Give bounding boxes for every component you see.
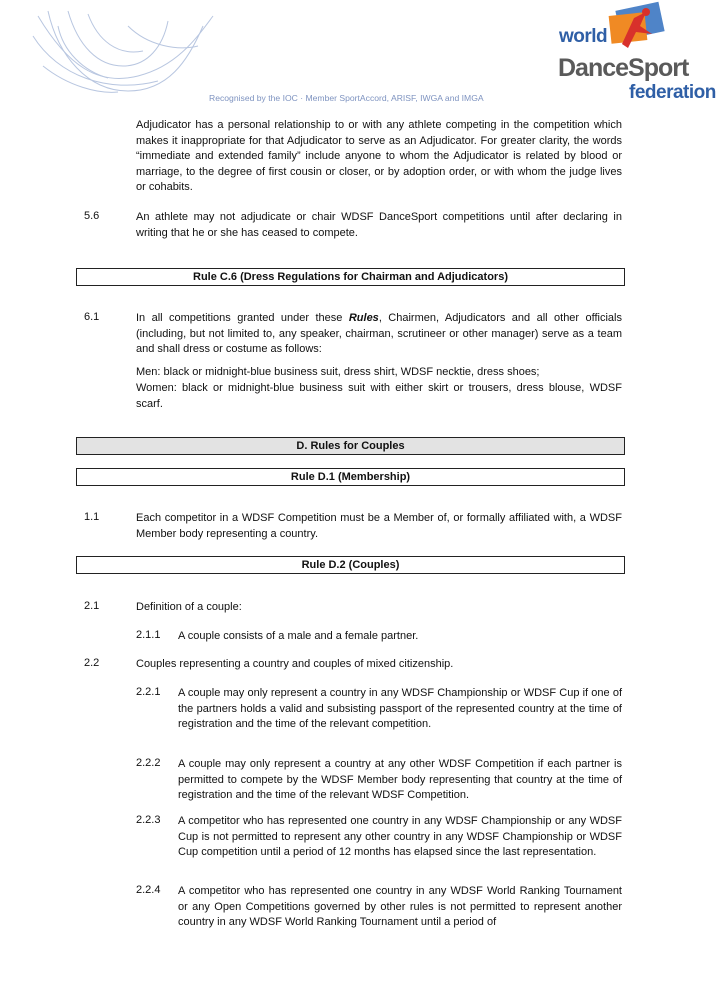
clause-text: Couples representing a country and couples of mixed citizenship. xyxy=(136,658,454,670)
subclause-text: A competitor who has represented one country in any WDSF Championship or any WDSF Cup is not permitted to represent any other country in any WDSF Championship or WDSF Cup competition until a period of 12 months has elapsed since the last representation. xyxy=(178,815,622,858)
rule-heading-c6: Rule C.6 (Dress Regulations for Chairman and Adjudicators) xyxy=(76,268,625,286)
subclause-text: A couple consists of a male and a female partner. xyxy=(178,630,419,642)
header-line-art xyxy=(28,6,218,96)
clause-text: Each competitor in a WDSF Competition must be a Member of, or formally affiliated with, a WDSF Member body representing a country. xyxy=(136,512,622,540)
rules-emphasis: Rules xyxy=(348,312,379,324)
clause-number: 1.1 xyxy=(84,511,100,523)
subclause-text: A couple may only represent a country at any other WDSF Competition if each partner is permitted to compete by the WDSF Member body representing that country at the time of registration and the time of the relevant WDSF Competition. xyxy=(178,758,622,801)
subclause-number: 2.2.2 xyxy=(136,757,161,769)
subclause-text: A couple may only represent a country in any WDSF Championship or WDSF Cup if one of the partners holds a valid and subsisting passport of the represented country at the time of registration and the time of the relevant competition. xyxy=(178,687,622,730)
subclause-number: 2.1.1 xyxy=(136,629,161,641)
clause-number: 2.2 xyxy=(84,657,100,669)
dress-women: Women: black or midnight-blue business suit with either skirt or trousers, dress blouse, WDSF scarf. xyxy=(136,382,622,410)
wdsf-logo xyxy=(555,4,716,104)
clause-number: 2.1 xyxy=(84,600,100,612)
clause-text-part: In all competitions granted under these xyxy=(136,312,349,324)
logo-word-federation: federation xyxy=(629,82,716,103)
clause-text xyxy=(136,311,622,358)
clause-text: An athlete may not adjudicate or chair WDSF DanceSport competitions until after declaring in writing that he or she has ceased to compete. xyxy=(136,211,622,239)
clause-number: 5.6 xyxy=(84,210,100,222)
dancer-emblem-icon xyxy=(600,4,670,54)
dress-men: Men: black or midnight-blue business suit, dress shirt, WDSF necktie, dress shoes; xyxy=(136,366,540,378)
subclause-number: 2.2.4 xyxy=(136,884,161,896)
subclause-text: A competitor who has represented one country in any WDSF World Ranking Tournament or any Open Competitions governed by other rules is not permitted to represent another country in any WDSF World Ranking Tournament until a period of xyxy=(178,885,622,928)
clause-text: Definition of a couple: xyxy=(136,601,242,613)
rule-heading-d2: Rule D.2 (Couples) xyxy=(76,556,625,574)
clause-text-part: , Chairmen, Adjudicators and all other officials (including, but not limited to, any speaker, chairman, scrutineer or other manager) serve as a team and shall dress or costume as follows: xyxy=(136,312,622,355)
logo-word-world: world xyxy=(559,26,608,47)
recognition-line: Recognised by the IOC · Member SportAccord, ARISF, IWGA and IMGA xyxy=(209,93,484,103)
section-heading-d: D. Rules for Couples xyxy=(76,437,625,455)
continuation-paragraph: Adjudicator has a personal relationship to or with any athlete competing in the competition which makes it inappropriate for that Adjudicator to serve as an Adjudicator. For greater clarity, the words “immediate and extended family” include anyone to whom the Adjudicator is related by blood or marriage, to the degree of first cousin or closer, or by adoption order, or with whom the judge lives or cohabits. xyxy=(136,119,622,193)
subclause-number: 2.2.1 xyxy=(136,686,161,698)
subclause-number: 2.2.3 xyxy=(136,814,161,826)
clause-number: 6.1 xyxy=(84,311,100,323)
rule-heading-d1: Rule D.1 (Membership) xyxy=(76,468,625,486)
logo-word-dancesport: DanceSport xyxy=(558,54,689,82)
